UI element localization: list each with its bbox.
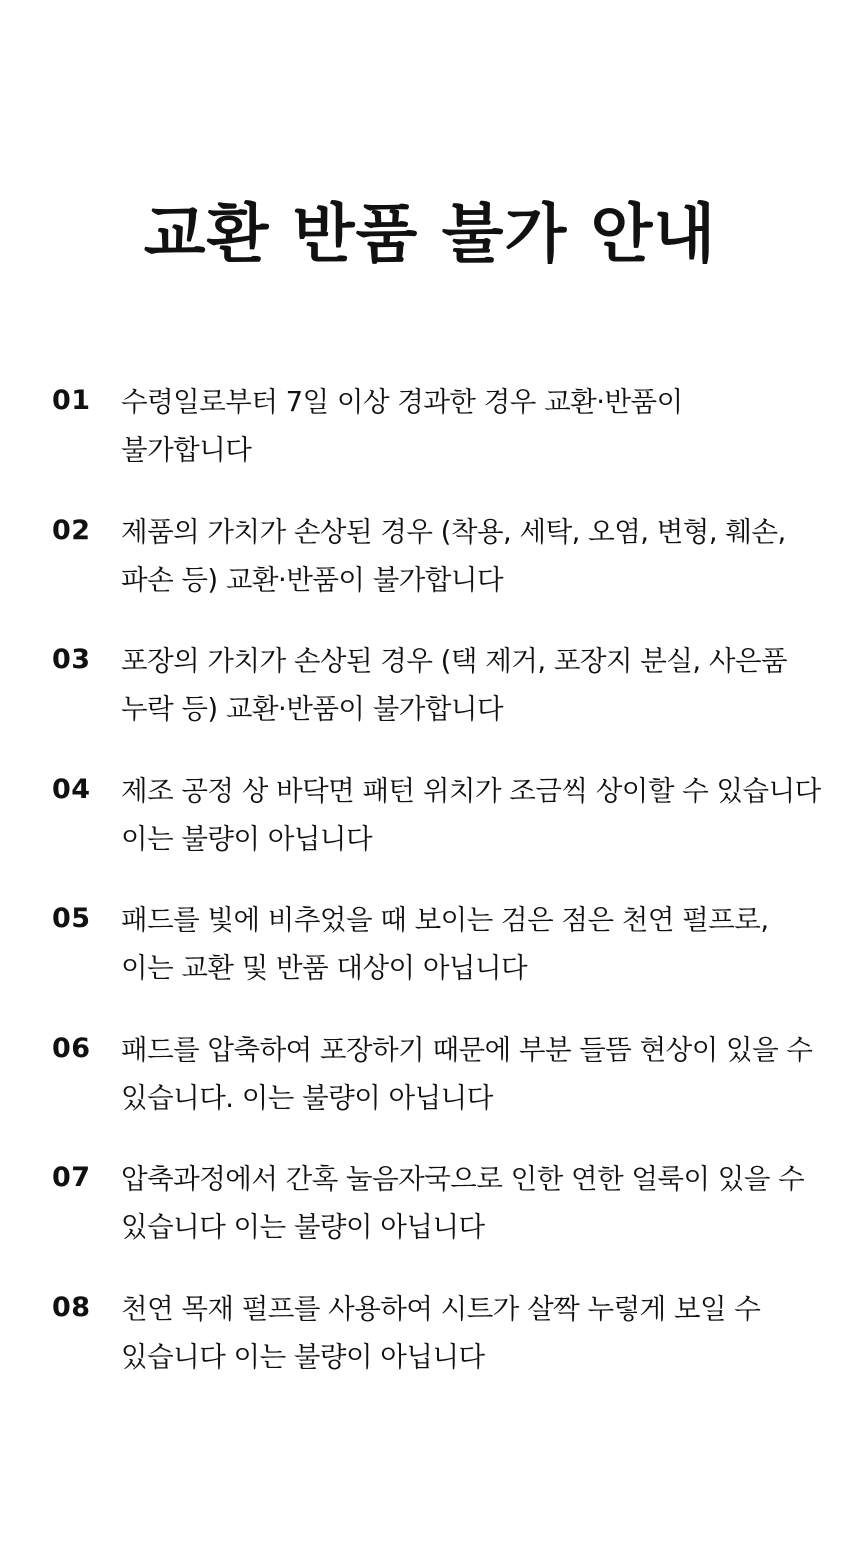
notice-text [121,1026,821,1122]
notice-text [121,508,821,604]
notice-text-line: 이는 교환 및 반품 대상이 아닙니다 [121,952,528,984]
notice-text-line: 이는 불량이 아닙니다 [121,822,373,855]
notice-number: 04 [52,773,91,805]
notice-text [121,896,821,992]
notice-text-line: 파손 등) 교환·반품이 불가합니다 [121,563,504,596]
notice-text-line: 수령일로부터 7일 이상 경과한 경우 교환·반품이 [121,386,683,418]
notice-text-line: 제품의 가치가 손상된 경우 (착용, 세탁, 오염, 변형, 훼손, [121,515,786,548]
notice-text [121,378,821,474]
notice-item-08 [0,1281,860,1411]
notice-item-04 [0,763,860,893]
notice-number: 03 [52,644,91,675]
notice-text-line: 포장의 가치가 손상된 경우 (택 제거, 포장지 분실, 사은품 [121,645,788,677]
notice-item-03 [0,633,860,763]
notice-item-02 [0,504,860,634]
notice-text-line: 압축과정에서 간혹 눌음자국으로 인한 연한 얼룩이 있을 수 [121,1163,805,1195]
notice-text-line: 패드를 빛에 비추었을 때 보이는 검은 점은 천연 펄프로, [121,904,769,936]
notice-text [121,1155,821,1251]
notice-text [121,637,821,733]
notice-text-line: 누락 등) 교환·반품이 불가합니다 [121,693,504,725]
notice-text [121,1285,821,1381]
notice-text-line: 제조 공정 상 바닥면 패턴 위치가 조금씩 상이할 수 있습니다 [121,774,821,807]
notice-list [0,374,860,1410]
notice-text-line: 천연 목재 펄프를 사용하여 시트가 살짝 누렇게 보일 수 [121,1292,761,1325]
notice-text [121,767,821,863]
notice-number: 08 [52,1291,91,1323]
notice-item-06 [0,1022,860,1152]
notice-item-01 [0,374,860,504]
page-title: 교환 반품 불가 안내 [143,198,717,272]
notice-item-05 [0,892,860,1022]
notice-text-line: 있습니다. 이는 불량이 아닙니다 [121,1081,493,1114]
notice-text-line: 있습니다 이는 불량이 아닙니다 [121,1340,485,1373]
notice-number: 02 [52,514,91,546]
notice-number: 01 [52,385,91,416]
notice-item-07 [0,1151,860,1281]
notice-text-line: 불가합니다 [121,434,252,466]
notice-text-line: 패드를 압축하여 포장하기 때문에 부분 들뜸 현상이 있을 수 [121,1033,813,1066]
notice-number: 07 [52,1162,91,1193]
notice-number: 06 [52,1032,91,1064]
notice-text-line: 있습니다 이는 불량이 아닙니다 [121,1211,485,1243]
notice-number: 05 [52,903,91,934]
